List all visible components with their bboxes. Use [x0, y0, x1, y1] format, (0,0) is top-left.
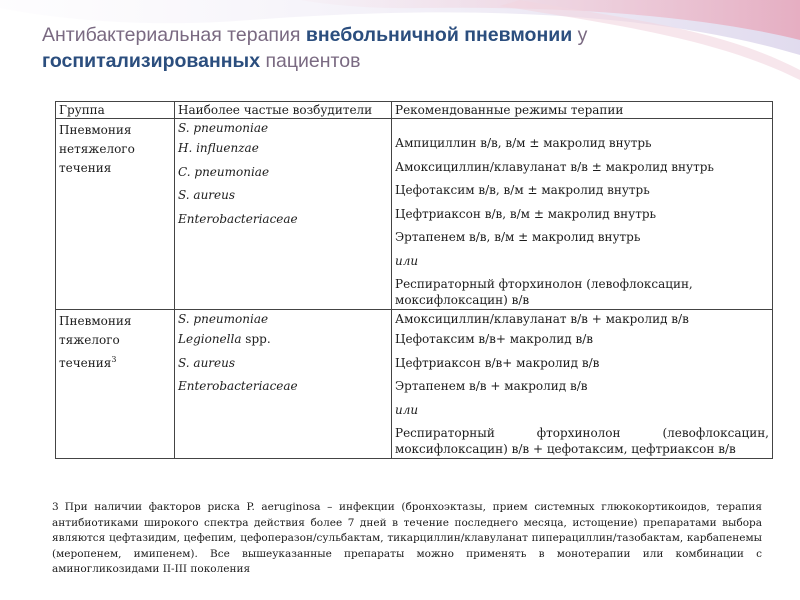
regimen: Цефотаксим в/в, в/м ± макролид внутрь: [395, 183, 650, 197]
table-row: [56, 119, 773, 310]
group-cell: Пневмония нетяжелого течения: [56, 119, 175, 310]
therapy-table: [55, 101, 773, 459]
pathogen: S. aureus: [178, 188, 236, 202]
pathogens-cell: [175, 310, 392, 459]
group-cell: [56, 310, 175, 459]
title-part-2: внебольничной пневмонии: [305, 24, 573, 46]
regimen: Цефтриаксон в/в, в/м ± макролид внутрь: [395, 206, 657, 221]
header-regimens: Рекомендованные режимы терапии: [392, 102, 773, 119]
title-part-5: пациентов: [260, 50, 361, 72]
regimen: Цефотаксим в/в+ макролид в/в: [395, 332, 594, 346]
pathogen: S. pneumoniae: [178, 312, 269, 326]
title-part-1: Антибактериальная терапия: [42, 24, 306, 46]
regimen: Цефтриаксон в/в+ макролид в/в: [395, 355, 600, 370]
header-group: Группа: [56, 102, 175, 119]
pathogen: H. influenzae: [178, 141, 259, 155]
regimen-or: или: [395, 402, 419, 417]
regimens-cell: [392, 310, 773, 459]
title-part-4: госпитализированных: [42, 50, 261, 72]
footnote-text: При наличии факторов риска P. aeruginosa – инфекции (бронхоэктазы, прием системных глюкокортикоидов, терапия антибиотиками широкого спектра действия более 7 дней в течение последнего месяца, истощение) препаратами выбора являются цефтазидим, цефепим, цефоперазон/сульбактам, тикарциллин/клавуланат пиперациллин/тазобактам, карбапенемы (меропенем, имипенем). Все вышеуказанные препараты можно применять в монотерапии или комбинации с аминогликозидами II-III поколения: [52, 501, 762, 575]
pathogen: Enterobacteriaceae: [178, 379, 298, 393]
footnote: [52, 500, 762, 578]
pathogen: C. pneumoniae: [178, 164, 270, 179]
page-title: [42, 22, 742, 74]
group-label: Пневмония тяжелого течения: [59, 314, 132, 370]
regimen: Респираторный фторхинолон (левофлоксацин, моксифлоксацин) в/в: [395, 277, 693, 307]
regimen: Амоксициллин/клавуланат в/в + макролид в/в: [395, 312, 689, 326]
header-pathogens: Наиболее частые возбудители: [175, 102, 392, 119]
pathogen: Enterobacteriaceae: [178, 211, 298, 226]
footnote-mark: 3: [52, 501, 59, 513]
regimen: Амоксициллин/клавуланат в/в ± макролид внутрь: [395, 159, 714, 174]
regimen: Респираторный фторхинолон (левофлоксацин, моксифлоксацин) в/в + цефотаксим, цефтриаксон в/в: [395, 426, 769, 456]
pathogen-suffix: spp.: [241, 332, 271, 346]
pathogens-cell: [175, 119, 392, 310]
pathogen: [178, 328, 388, 352]
regimens-cell: [392, 119, 773, 310]
regimen: Ампициллин в/в, в/м ± макролид внутрь: [395, 136, 652, 150]
pathogen-genus: Legionella: [178, 332, 242, 346]
pathogen: S. pneumoniae: [178, 121, 269, 135]
regimen: Эртапенем в/в, в/м ± макролид внутрь: [395, 230, 641, 244]
footnote-ref: 3: [111, 355, 117, 364]
pathogen: S. aureus: [178, 355, 236, 370]
title-part-3: у: [572, 24, 588, 46]
regimen-or: или: [395, 253, 419, 268]
table-header-row: [56, 102, 773, 119]
table-row: [56, 310, 773, 459]
regimen: Эртапенем в/в + макролид в/в: [395, 379, 588, 393]
